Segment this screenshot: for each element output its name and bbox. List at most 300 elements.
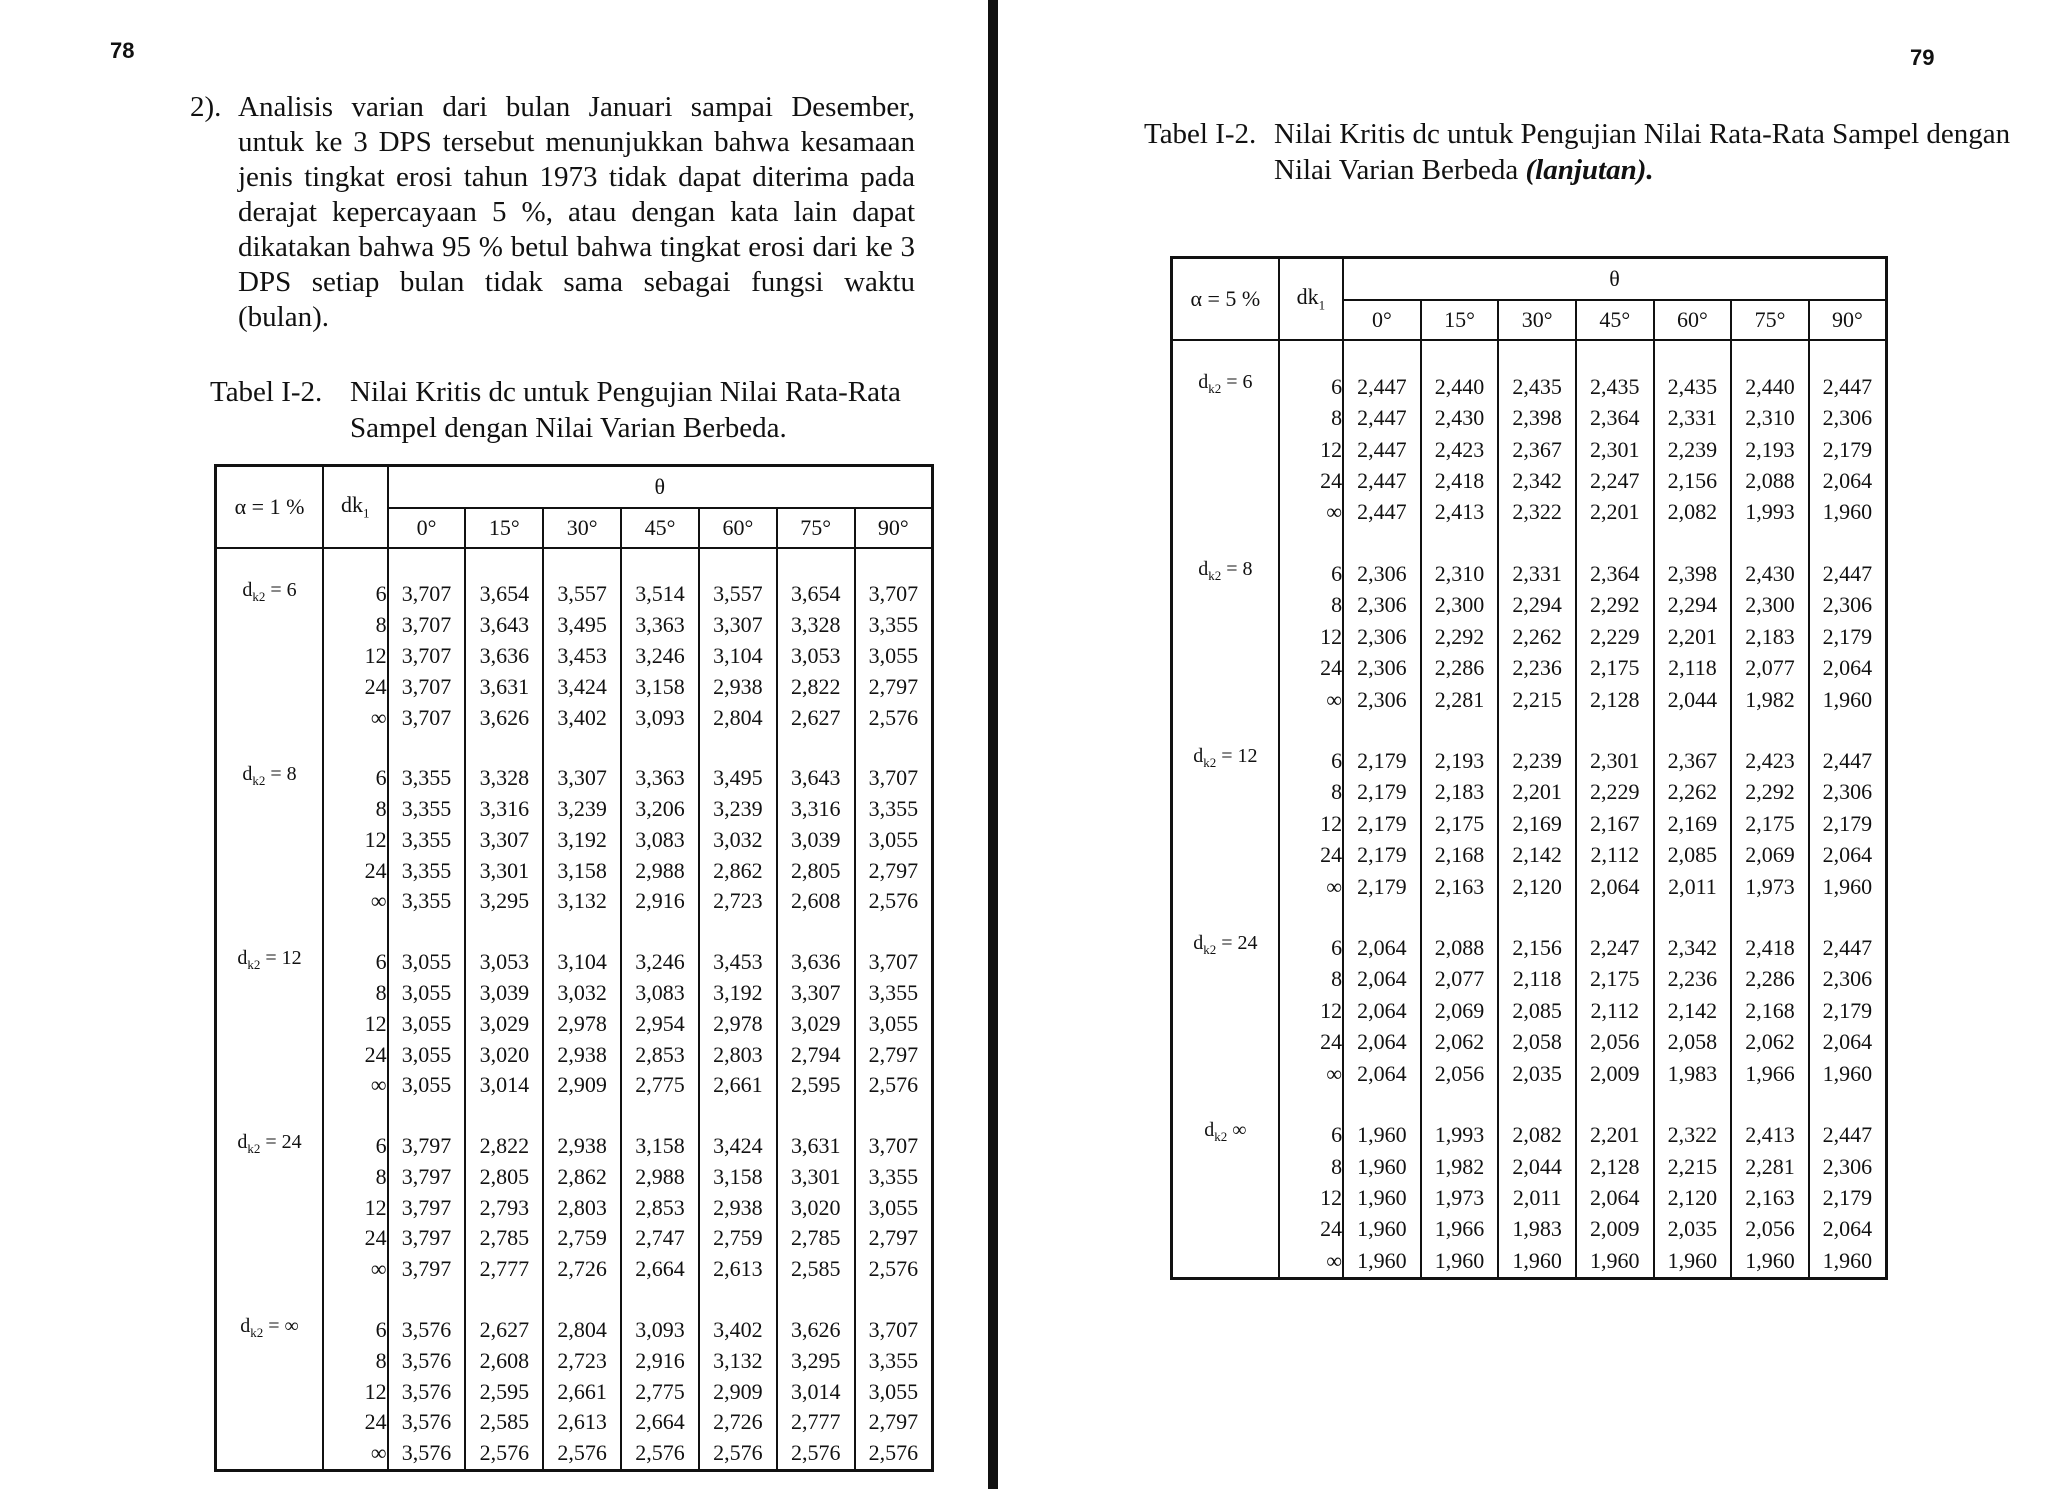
group-label: $d_{k2} = 12$ — [1193, 745, 1258, 771]
value-cell: 3,797 — [401, 1133, 452, 1159]
table-row — [1172, 1119, 1887, 1150]
table-row — [1172, 621, 1887, 652]
group-label-cell — [216, 855, 324, 886]
value-cell: 2,044 — [1498, 1151, 1576, 1182]
value-cell: 3,055 — [855, 1192, 933, 1223]
value-cell: 2,112 — [1576, 995, 1654, 1026]
value-cell: 3,707 — [401, 704, 452, 730]
value-cell: 3,032 — [699, 824, 777, 855]
table-row — [1172, 1027, 1887, 1058]
group-label-cell — [1172, 558, 1279, 589]
value-cell: 3,495 — [699, 763, 777, 794]
dk1-header — [323, 466, 388, 549]
value-cell: 2,011 — [1498, 1182, 1576, 1213]
value-cell: 3,636 — [777, 947, 855, 978]
angle-header: 30° — [1498, 300, 1576, 340]
table-row — [1172, 590, 1887, 621]
value-cell: 3,055 — [855, 824, 933, 855]
value-cell: 2,447 — [1357, 436, 1407, 462]
angle-header: 15° — [1421, 300, 1499, 340]
value-cell: 2,775 — [621, 1070, 699, 1101]
group-label-cell — [216, 1345, 324, 1376]
dk1-cell: 8 — [323, 1345, 388, 1376]
value-cell: 2,262 — [1498, 621, 1576, 652]
value-cell: 2,064 — [1809, 1027, 1887, 1058]
table-row — [1172, 497, 1887, 528]
value-cell: 2,306 — [1809, 402, 1887, 433]
value-cell: 2,306 — [1809, 1151, 1887, 1182]
table-row — [1172, 558, 1887, 589]
value-cell: 3,307 — [465, 824, 543, 855]
value-cell: 2,822 — [465, 1131, 543, 1162]
value-cell: 1,960 — [1809, 497, 1887, 528]
value-cell: 3,104 — [543, 947, 621, 978]
value-cell: 2,398 — [1498, 402, 1576, 433]
value-cell: 2,595 — [465, 1376, 543, 1407]
value-cell: 2,777 — [465, 1254, 543, 1285]
value-cell: 2,576 — [543, 1438, 621, 1469]
table-row — [1172, 964, 1887, 995]
group-label-cell — [1172, 621, 1279, 652]
value-cell: 2,301 — [1576, 434, 1654, 465]
group-label: $d_{k2} = 24$ — [1193, 932, 1258, 958]
value-cell: 2,364 — [1576, 402, 1654, 433]
value-cell: 2,085 — [1498, 995, 1576, 1026]
value-cell: 1,993 — [1421, 1119, 1499, 1150]
group-label-cell — [1172, 1182, 1279, 1213]
book-spine — [988, 0, 998, 1489]
value-cell: 3,707 — [401, 642, 452, 668]
value-cell: 2,163 — [1731, 1182, 1809, 1213]
dk1-cell: 12 — [1279, 808, 1343, 839]
angle-header: 75° — [777, 508, 855, 548]
value-cell: 3,707 — [401, 612, 452, 638]
value-cell: 3,055 — [401, 949, 452, 975]
value-cell: 2,413 — [1731, 1119, 1809, 1150]
value-cell: 3,328 — [465, 763, 543, 794]
value-cell: 1,960 — [1357, 1247, 1407, 1273]
group-label-cell — [1172, 808, 1279, 839]
value-cell: 2,179 — [1357, 842, 1407, 868]
dk1-cell: 12 — [1279, 621, 1343, 652]
table-row — [216, 1162, 933, 1193]
group-label-cell — [216, 886, 324, 917]
left-page — [0, 0, 990, 1489]
value-cell: 2,576 — [855, 886, 933, 917]
value-cell: 3,797 — [401, 1163, 452, 1189]
value-cell: 2,310 — [1731, 402, 1809, 433]
dk1-cell: 24 — [1279, 1214, 1343, 1245]
value-cell: 2,803 — [699, 1039, 777, 1070]
group-spacer — [216, 917, 933, 947]
value-cell: 1,993 — [1731, 497, 1809, 528]
value-cell: 3,192 — [699, 978, 777, 1009]
value-cell: 2,627 — [777, 702, 855, 733]
value-cell: 3,707 — [401, 673, 452, 699]
group-label-cell — [216, 824, 324, 855]
group-label-cell — [1172, 1214, 1279, 1245]
value-cell: 3,355 — [401, 765, 452, 791]
table-row — [216, 794, 933, 825]
table-caption — [210, 374, 930, 446]
value-cell: 2,011 — [1654, 871, 1732, 902]
value-cell: 2,064 — [1809, 465, 1887, 496]
group-label-cell — [1172, 1058, 1279, 1089]
value-cell: 2,239 — [1654, 434, 1732, 465]
group-label-cell — [1172, 871, 1279, 902]
caption-suffix: (lanjutan). — [1525, 154, 1654, 186]
value-cell: 3,239 — [699, 794, 777, 825]
group-label-cell — [216, 671, 324, 702]
value-cell: 3,029 — [777, 1008, 855, 1039]
value-cell: 3,014 — [465, 1070, 543, 1101]
value-cell: 2,440 — [1421, 371, 1499, 402]
dk1-cell: ∞ — [1279, 684, 1343, 715]
value-cell: 2,978 — [543, 1008, 621, 1039]
value-cell: 2,179 — [1357, 873, 1407, 899]
value-cell: 2,167 — [1576, 808, 1654, 839]
value-cell: 2,056 — [1731, 1214, 1809, 1245]
value-cell: 3,707 — [855, 579, 933, 610]
table-row — [216, 1039, 933, 1070]
value-cell: 2,056 — [1576, 1027, 1654, 1058]
value-cell: 3,158 — [543, 855, 621, 886]
group-label-cell — [1172, 995, 1279, 1026]
table-row — [216, 824, 933, 855]
table-row — [1172, 1214, 1887, 1245]
value-cell: 2,723 — [543, 1345, 621, 1376]
group-label-cell — [216, 1438, 324, 1469]
value-cell: 2,585 — [465, 1407, 543, 1438]
value-cell: 3,424 — [543, 671, 621, 702]
dk1-label: dk — [341, 492, 364, 518]
group-label: $d_{k2} = 24$ — [237, 1130, 302, 1156]
value-cell: 2,862 — [543, 1162, 621, 1193]
value-cell: 3,307 — [699, 610, 777, 641]
value-cell: 3,158 — [699, 1162, 777, 1193]
value-cell: 1,960 — [1809, 684, 1887, 715]
angle-header: 90° — [855, 508, 933, 548]
value-cell: 2,576 — [855, 1438, 933, 1469]
dk1-cell: 6 — [323, 1315, 388, 1346]
value-cell: 2,175 — [1731, 808, 1809, 839]
value-cell: 2,201 — [1576, 1119, 1654, 1150]
dk1-cell: ∞ — [1279, 497, 1343, 528]
value-cell: 2,938 — [699, 671, 777, 702]
value-cell: 2,805 — [465, 1162, 543, 1193]
value-cell: 2,916 — [621, 1345, 699, 1376]
dk1-cell: 24 — [1279, 839, 1343, 870]
value-cell: 3,707 — [855, 1315, 933, 1346]
angle-header: 0° — [1343, 300, 1421, 340]
paragraph-number: 2). — [190, 91, 222, 123]
value-cell: 3,355 — [855, 610, 933, 641]
value-cell: 2,168 — [1731, 995, 1809, 1026]
angle-header: 60° — [699, 508, 777, 548]
table-row — [216, 1131, 933, 1162]
dk1-subscript: 1 — [1318, 297, 1326, 313]
value-cell: 2,292 — [1421, 621, 1499, 652]
value-cell: 2,853 — [621, 1039, 699, 1070]
group-label-cell — [1172, 590, 1279, 621]
value-cell: 2,175 — [1421, 808, 1499, 839]
group-label-cell — [216, 1376, 324, 1407]
value-cell: 2,342 — [1498, 465, 1576, 496]
value-cell: 1,960 — [1357, 1153, 1407, 1179]
value-cell: 2,938 — [543, 1039, 621, 1070]
angle-header: 90° — [1809, 300, 1887, 340]
value-cell: 2,423 — [1421, 434, 1499, 465]
value-cell: 2,169 — [1498, 808, 1576, 839]
value-cell: 3,053 — [777, 641, 855, 672]
value-cell: 3,363 — [621, 610, 699, 641]
group-label: $d_{k2} = 8$ — [1198, 558, 1253, 584]
value-cell: 2,306 — [1357, 655, 1407, 681]
value-cell: 2,236 — [1498, 652, 1576, 683]
value-cell: 2,064 — [1809, 1214, 1887, 1245]
value-cell: 2,331 — [1654, 402, 1732, 433]
table-row — [1172, 684, 1887, 715]
value-cell: 2,785 — [777, 1223, 855, 1254]
value-cell: 3,029 — [465, 1008, 543, 1039]
group-label-cell — [1172, 652, 1279, 683]
critical-values-table-alpha-1 — [214, 464, 934, 1472]
value-cell: 2,435 — [1498, 371, 1576, 402]
table-row — [216, 641, 933, 672]
value-cell: 2,120 — [1498, 871, 1576, 902]
dk1-cell: 24 — [1279, 1027, 1343, 1058]
value-cell: 2,805 — [777, 855, 855, 886]
value-cell: 3,104 — [699, 641, 777, 672]
value-cell: 2,447 — [1809, 1119, 1887, 1150]
value-cell: 2,576 — [465, 1438, 543, 1469]
table-row — [1172, 808, 1887, 839]
value-cell: 2,247 — [1576, 932, 1654, 963]
value-cell: 2,576 — [621, 1438, 699, 1469]
value-cell: 2,064 — [1357, 997, 1407, 1023]
value-cell: 3,576 — [401, 1440, 452, 1466]
group-label-cell — [1172, 1245, 1279, 1276]
table-caption — [1144, 116, 2034, 188]
value-cell: 2,118 — [1498, 964, 1576, 995]
value-cell: 2,938 — [543, 1131, 621, 1162]
value-cell: 3,707 — [855, 947, 933, 978]
value-cell: 1,960 — [1809, 1245, 1887, 1276]
dk1-cell: 12 — [323, 1376, 388, 1407]
value-cell: 2,175 — [1576, 964, 1654, 995]
dk1-cell: 6 — [1279, 932, 1343, 963]
value-cell: 3,206 — [621, 794, 699, 825]
value-cell: 3,453 — [543, 641, 621, 672]
value-cell: 2,064 — [1357, 1060, 1407, 1086]
value-cell: 2,300 — [1731, 590, 1809, 621]
value-cell: 3,020 — [465, 1039, 543, 1070]
value-cell: 3,055 — [401, 979, 452, 1005]
table-bottom-space — [216, 1469, 933, 1471]
value-cell: 2,447 — [1809, 558, 1887, 589]
group-label-cell — [1172, 1151, 1279, 1182]
dk1-cell: ∞ — [323, 1438, 388, 1469]
value-cell: 2,759 — [543, 1223, 621, 1254]
value-cell: 2,286 — [1421, 652, 1499, 683]
table-row — [216, 855, 933, 886]
group-spacer — [216, 733, 933, 763]
value-cell: 3,707 — [855, 1131, 933, 1162]
value-cell: 2,306 — [1357, 560, 1407, 586]
value-cell: 2,306 — [1357, 623, 1407, 649]
page-number: 79 — [1910, 45, 1935, 70]
table-row — [216, 1407, 933, 1438]
value-cell: 2,009 — [1576, 1214, 1654, 1245]
value-cell: 3,424 — [699, 1131, 777, 1162]
value-cell: 3,295 — [777, 1345, 855, 1376]
dk1-cell: 24 — [323, 855, 388, 886]
value-cell: 3,626 — [465, 702, 543, 733]
theta-header: θ — [1343, 258, 1886, 301]
group-label-cell — [216, 1192, 324, 1223]
value-cell: 3,055 — [401, 1041, 452, 1067]
alpha-header: α = 5 % — [1172, 258, 1279, 341]
value-cell: 2,193 — [1731, 434, 1809, 465]
group-spacer — [216, 1285, 933, 1315]
value-cell: 3,363 — [621, 763, 699, 794]
table-row — [216, 947, 933, 978]
group-label-cell — [216, 1315, 324, 1346]
value-cell: 2,775 — [621, 1376, 699, 1407]
value-cell: 2,064 — [1357, 966, 1407, 992]
group-label: $d_{k2}$ ∞ — [1204, 1119, 1247, 1145]
table-row — [1172, 932, 1887, 963]
value-cell: 2,294 — [1654, 590, 1732, 621]
value-cell: 1,966 — [1731, 1058, 1809, 1089]
group-label-cell — [216, 1070, 324, 1101]
value-cell: 2,082 — [1498, 1119, 1576, 1150]
value-cell: 1,982 — [1421, 1151, 1499, 1182]
value-cell: 2,909 — [699, 1376, 777, 1407]
value-cell: 2,183 — [1731, 621, 1809, 652]
value-cell: 3,158 — [621, 1131, 699, 1162]
value-cell: 2,281 — [1731, 1151, 1809, 1182]
table-row — [1172, 465, 1887, 496]
table-row — [1172, 871, 1887, 902]
value-cell: 2,179 — [1357, 810, 1407, 836]
value-cell: 2,088 — [1731, 465, 1809, 496]
group-label-cell — [216, 1039, 324, 1070]
value-cell: 2,215 — [1654, 1151, 1732, 1182]
value-cell: 2,576 — [777, 1438, 855, 1469]
value-cell: 2,613 — [543, 1407, 621, 1438]
value-cell: 1,960 — [1731, 1245, 1809, 1276]
value-cell: 2,306 — [1809, 590, 1887, 621]
table-row — [216, 1008, 933, 1039]
group-label: $d_{k2} = 6$ — [1198, 371, 1253, 396]
value-cell: 2,423 — [1731, 745, 1809, 776]
value-cell: 3,053 — [465, 947, 543, 978]
table-row — [216, 1345, 933, 1376]
value-cell: 2,229 — [1576, 621, 1654, 652]
value-cell: 2,440 — [1731, 371, 1809, 402]
dk1-cell: 24 — [323, 1407, 388, 1438]
value-cell: 2,201 — [1654, 621, 1732, 652]
value-cell: 2,168 — [1421, 839, 1499, 870]
value-cell: 2,064 — [1809, 839, 1887, 870]
angle-header: 15° — [465, 508, 543, 548]
value-cell: 2,128 — [1576, 1151, 1654, 1182]
group-spacer — [1172, 715, 1887, 745]
value-cell: 1,973 — [1731, 871, 1809, 902]
value-cell: 2,058 — [1654, 1027, 1732, 1058]
value-cell: 2,418 — [1731, 932, 1809, 963]
value-cell: 3,355 — [855, 794, 933, 825]
value-cell: 3,707 — [855, 763, 933, 794]
dk1-cell: 8 — [1279, 777, 1343, 808]
value-cell: 1,960 — [1654, 1245, 1732, 1276]
value-cell: 2,169 — [1654, 808, 1732, 839]
caption-title: Nilai Kritis dc untuk Pengujian Nilai Rata-Rata Sampel dengan Nilai Varian Berbeda — [1274, 118, 2011, 186]
table-row — [1172, 1058, 1887, 1089]
dk1-cell: ∞ — [323, 1254, 388, 1285]
group-label-cell — [216, 1131, 324, 1162]
value-cell: 3,316 — [465, 794, 543, 825]
group-spacer — [1172, 340, 1887, 371]
value-cell: 2,064 — [1357, 1029, 1407, 1055]
value-cell: 3,032 — [543, 978, 621, 1009]
dk1-header — [1279, 258, 1343, 341]
value-cell: 2,797 — [855, 1039, 933, 1070]
value-cell: 2,069 — [1731, 839, 1809, 870]
value-cell: 3,132 — [543, 886, 621, 917]
group-label-cell — [216, 1162, 324, 1193]
value-cell: 2,435 — [1654, 371, 1732, 402]
value-cell: 2,447 — [1809, 932, 1887, 963]
value-cell: 2,938 — [699, 1192, 777, 1223]
value-cell: 2,797 — [855, 1407, 933, 1438]
value-cell: 3,014 — [777, 1376, 855, 1407]
value-cell: 2,229 — [1576, 777, 1654, 808]
value-cell: 2,853 — [621, 1192, 699, 1223]
value-cell: 2,413 — [1421, 497, 1499, 528]
value-cell: 2,862 — [699, 855, 777, 886]
group-label-cell — [216, 794, 324, 825]
value-cell: 2,077 — [1421, 964, 1499, 995]
value-cell: 2,797 — [855, 855, 933, 886]
group-spacer — [1172, 902, 1887, 932]
value-cell: 2,822 — [777, 671, 855, 702]
value-cell: 2,785 — [465, 1223, 543, 1254]
value-cell: 2,608 — [465, 1345, 543, 1376]
value-cell: 3,707 — [401, 581, 452, 607]
value-cell: 3,083 — [621, 824, 699, 855]
dk1-cell: 8 — [1279, 1151, 1343, 1182]
value-cell: 2,794 — [777, 1039, 855, 1070]
table-row — [1172, 371, 1887, 402]
value-cell: 2,281 — [1421, 684, 1499, 715]
value-cell: 1,960 — [1809, 871, 1887, 902]
table-row — [216, 1438, 933, 1469]
caption-label: Tabel I-2. — [210, 376, 323, 408]
value-cell: 2,201 — [1498, 777, 1576, 808]
value-cell: 2,085 — [1654, 839, 1732, 870]
angle-header: 30° — [543, 508, 621, 548]
value-cell: 3,132 — [699, 1345, 777, 1376]
table-row — [216, 886, 933, 917]
value-cell: 3,514 — [621, 579, 699, 610]
value-cell: 3,055 — [855, 1008, 933, 1039]
value-cell: 2,306 — [1809, 964, 1887, 995]
table-row — [216, 1070, 933, 1101]
value-cell: 2,301 — [1576, 745, 1654, 776]
value-cell: 2,035 — [1498, 1058, 1576, 1089]
